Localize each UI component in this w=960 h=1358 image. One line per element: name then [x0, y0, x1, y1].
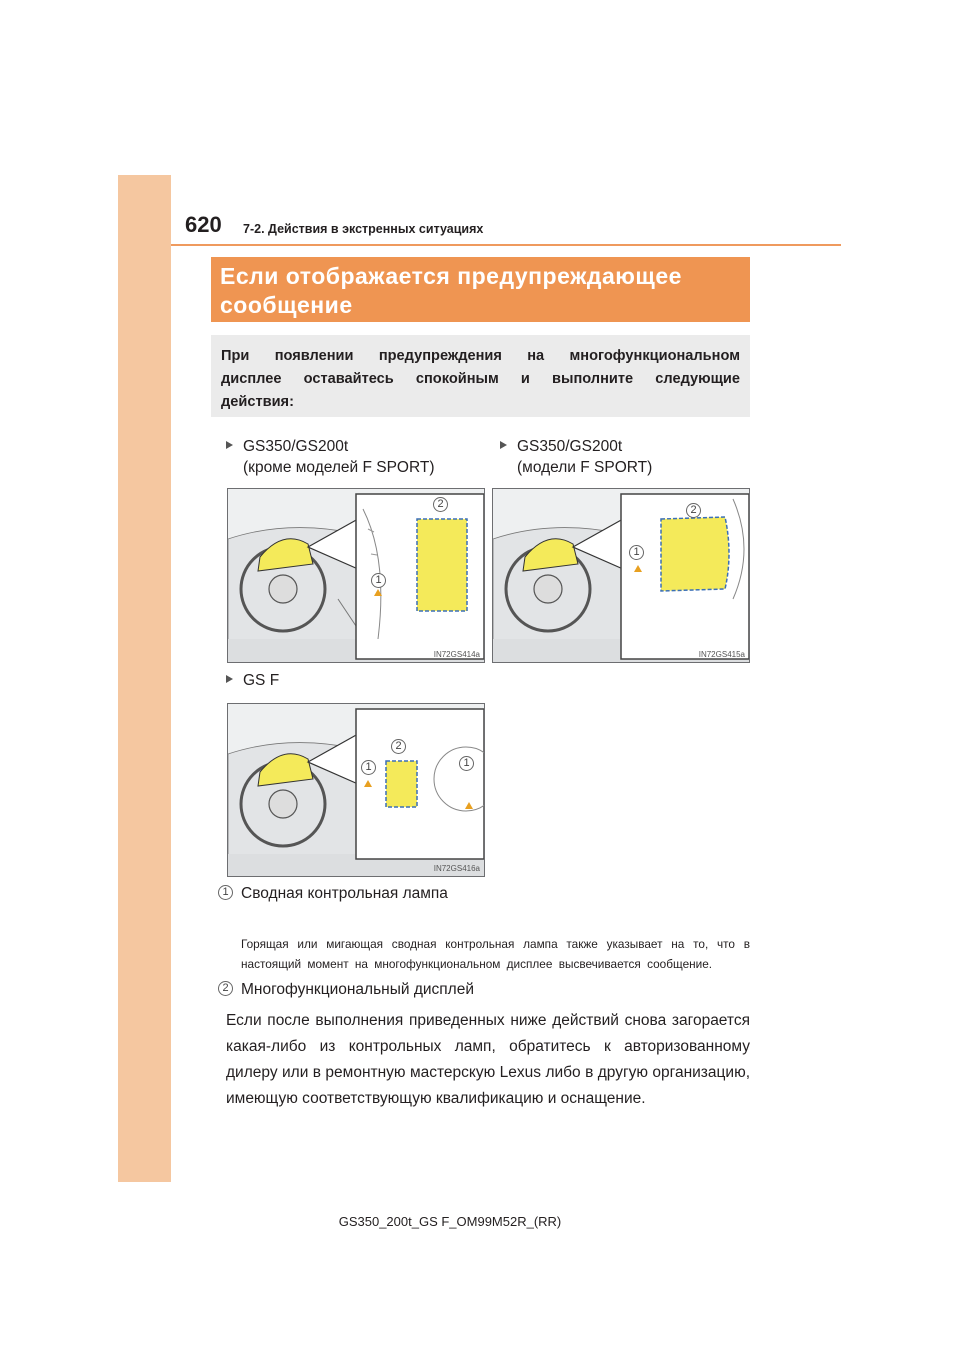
- legend-marker-2: 2: [218, 981, 233, 996]
- triangle-bullet-icon: [226, 441, 233, 449]
- legend-title-2: Многофункциональный дисплей: [241, 981, 474, 998]
- triangle-bullet-icon: [226, 675, 233, 683]
- marker-1: 1: [361, 760, 376, 775]
- legend-title-1: Сводная контрольная лампа: [241, 885, 448, 902]
- dashboard-figure-1: [227, 488, 485, 663]
- footer-code: GS350_200t_GS F_OM99M52R_(RR): [338, 1214, 562, 1229]
- figure-caption-3: GS F: [226, 670, 279, 691]
- page-title: Если отображается предупреждающее сообщение: [211, 257, 750, 322]
- marker-1: 1: [459, 756, 474, 771]
- intro-text: При появлении предупреждения на многофункциональном дисплее оставайтесь спокойным и выполните следующие действия:: [211, 335, 750, 417]
- section-title: 7-2. Действия в экстренных ситуациях: [243, 222, 484, 236]
- legend-body-1: Горящая или мигающая сводная контрольная лампа также указывает на то, что в настоящий момент на многофункциональном дисплее высвечивается сообщение.: [241, 937, 750, 971]
- figure-caption-1: GS350/GS200t (кроме моделей F SPORT): [226, 436, 435, 478]
- legend-marker-1: 1: [218, 885, 233, 900]
- page-number: 620: [185, 212, 222, 237]
- legend-body-2: Если после выполнения приведенных ниже действий снова загорается какая-либо из контрольных ламп, обратитесь к авторизованному дилеру или в ремонтную мастерскую Lexus либо в другую организацию, имеющую соответствующую квалификацию и оснащение.: [226, 1012, 750, 1107]
- side-strip: [118, 175, 171, 1182]
- marker-2: 2: [391, 739, 406, 754]
- header-rule: [171, 244, 841, 246]
- marker-1: 1: [371, 573, 386, 588]
- triangle-bullet-icon: [500, 441, 507, 449]
- figure-code: IN72GS416a: [433, 864, 480, 873]
- marker-2: 2: [433, 497, 448, 512]
- marker-2: 2: [686, 503, 701, 518]
- figure-code: IN72GS415a: [698, 650, 745, 659]
- figure-code: IN72GS414a: [433, 650, 480, 659]
- marker-1: 1: [629, 545, 644, 560]
- dashboard-figure-2: [492, 488, 750, 663]
- dashboard-figure-3: [227, 703, 485, 877]
- figure-caption-2: GS350/GS200t (модели F SPORT): [500, 436, 652, 478]
